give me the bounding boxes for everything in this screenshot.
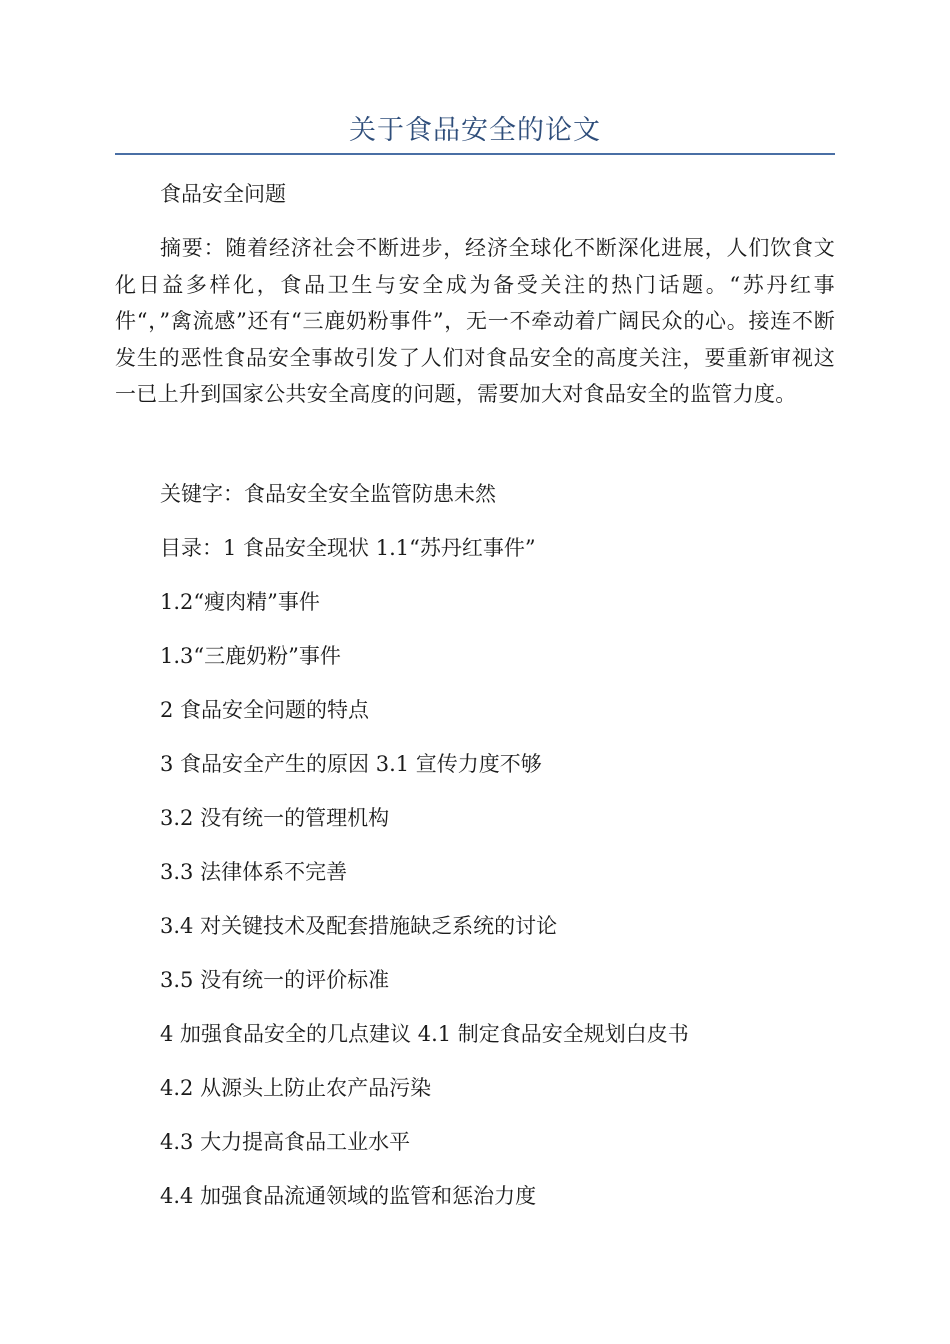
section-heading: 食品安全问题 — [160, 182, 286, 206]
keywords-line: 关键字：食品安全安全监管防患未然 — [160, 482, 496, 506]
toc-line: 4 加强食品安全的几点建议 4.1 制定食品安全规划白皮书 — [160, 1022, 689, 1046]
toc-line: 4.3 大力提高食品工业水平 — [160, 1130, 411, 1154]
toc-line: 3.2 没有统一的管理机构 — [160, 806, 390, 830]
toc-line: 2 食品安全问题的特点 — [160, 698, 370, 722]
toc-line: 1.3“三鹿奶粉”事件 — [160, 644, 341, 668]
toc-line: 3.4 对关键技术及配套措施缺乏系统的讨论 — [160, 914, 558, 938]
title-underline — [115, 153, 835, 155]
document-title: 关于食品安全的论文 — [349, 115, 601, 146]
toc-line: 目录：1 食品安全现状 1.1“苏丹红事件” — [160, 536, 536, 560]
toc-line: 4.2 从源头上防止农产品污染 — [160, 1076, 432, 1100]
abstract-paragraph: 摘要：随着经济社会不断进步，经济全球化不断深化进展，人们饮食文化日益多样化，食品卫生与安全成为备受关注的热门话题。“苏丹红事件“，”禽流感”还有“三鹿奶粉事件”，无一不牵动着广阔民众的心。接连不断发生的恶性食品安全事故引发了人们对食品安全的高度关注，要重新审视这一已上升到国家公共安全高度的问题，需要加大对食品安全的监管力度。 — [115, 236, 835, 406]
toc-line: 1.2“瘦肉精”事件 — [160, 590, 320, 614]
toc-line: 3 食品安全产生的原因 3.1 宣传力度不够 — [160, 752, 542, 776]
toc-line: 4.4 加强食品流通领域的监管和惩治力度 — [160, 1184, 537, 1208]
toc-line: 3.3 法律体系不完善 — [160, 860, 348, 884]
toc-line: 3.5 没有统一的评价标准 — [160, 968, 390, 992]
